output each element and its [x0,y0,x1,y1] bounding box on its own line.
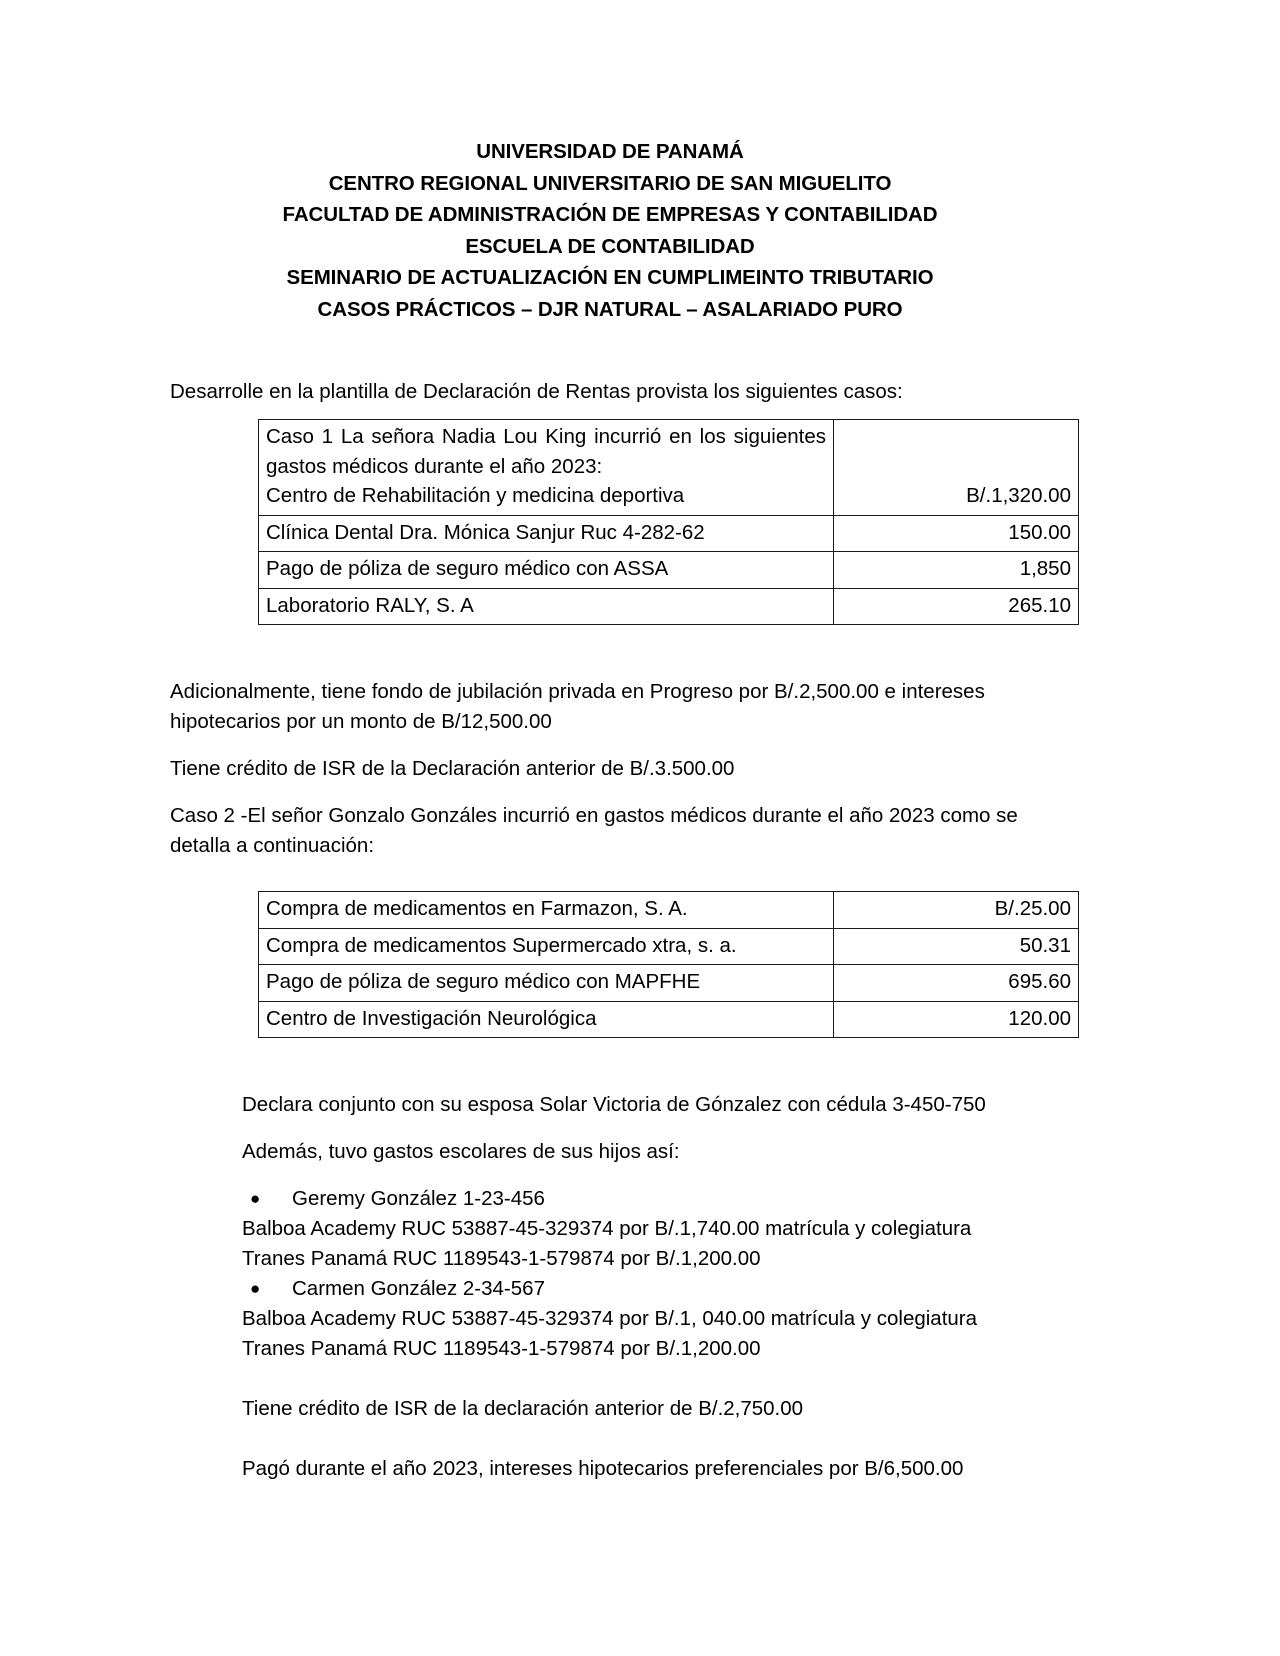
bullet-icon: ● [250,1189,261,1208]
spacer [170,625,1050,677]
case1-row0-label [259,420,834,516]
case2-school-intro-paragraph: Además, tuvo gastos escolares de sus hijos así: [242,1140,680,1163]
spacer [242,1424,1050,1454]
children-expense-list [242,1184,1050,1364]
spacer [170,861,1050,891]
case1-row0-amount: B/.1,320.00 [834,420,1079,516]
case2-details-block [242,1090,1050,1484]
spacer [242,1364,1050,1394]
child-0-detail-1: Tranes Panamá RUC 1189543-1-579874 por B/.1,200.00 [242,1247,761,1270]
case1-row3-label: Laboratorio RALY, S. A [259,588,834,625]
case2-row1-label: Compra de medicamentos Supermercado xtra, s. a. [259,928,834,965]
table-row [259,552,1079,589]
case2-row0-amount: B/.25.00 [834,892,1079,929]
table-row [259,588,1079,625]
case1-row2-amount: 1,850 [834,552,1079,589]
case2-isr-credit-paragraph: Tiene crédito de ISR de la declaración anterior de B/.2,750.00 [242,1397,804,1420]
case1-isr-credit-paragraph: Tiene crédito de ISR de la Declaración anterior de B/.3.500.00 [170,757,735,780]
case2-intro-paragraph: Caso 2 -El señor Gonzalo Gonzáles incurrió en gastos médicos durante el año 2023 como se detalla a continuación: [170,804,1018,857]
case2-row2-label: Pago de póliza de seguro médico con MAPFHE [259,965,834,1002]
header-line-school: ESCUELA DE CONTABILIDAD [465,234,755,258]
table-row [259,420,1079,516]
header-line-seminar: SEMINARIO DE ACTUALIZACIÓN EN CUMPLIMEINTO TRIBUTARIO [286,266,934,289]
case1-row0-label-text2: Centro de Rehabilitación y medicina deportiva [266,484,685,507]
bullet-icon: ● [250,1279,261,1298]
case2-row3-label: Centro de Investigación Neurológica [259,1001,834,1038]
list-item [242,1274,1050,1304]
child-0-detail-0: Balboa Academy RUC 53887-45-329374 por B/.1,740.00 matrícula y colegiatura [242,1217,972,1240]
header-line-subject: CASOS PRÁCTICOS – DJR NATURAL – ASALARIADO PURO [317,297,903,321]
case1-row1-label: Clínica Dental Dra. Mónica Sanjur Ruc 4-282-62 [259,515,834,552]
case2-mortgage-paragraph: Pagó durante el año 2023, intereses hipotecarios preferenciales por B/6,500.00 [242,1457,964,1480]
case2-expenses-table [258,891,1079,1038]
list-item [242,1184,1050,1214]
case2-row1-amount: 50.31 [834,928,1079,965]
child-1-name: Carmen González 2-34-567 [292,1277,545,1300]
case1-additional-paragraph: Adicionalmente, tiene fondo de jubilación privada en Progreso por B/.2,500.00 e intereses hipotecarios por un monto de B/12,500.00 [170,680,985,733]
case1-row0-label-text: Caso 1 La señora Nadia Lou King incurrió en los siguientes gastos médicos durante el año 2023: [266,425,826,478]
case1-row3-amount: 265.10 [834,588,1079,625]
table-row [259,928,1079,965]
case2-row0-label: Compra de medicamentos en Farmazon, S. A. [259,892,834,929]
table-row [259,892,1079,929]
case2-row2-amount: 695.60 [834,965,1079,1002]
spacer [170,737,1050,754]
header-line-faculty: FACULTAD DE ADMINISTRACIÓN DE EMPRESAS Y CONTABILIDAD [282,203,938,226]
intro-paragraph: Desarrolle en la plantilla de Declaración de Rentas provista los siguientes casos: [170,380,903,403]
table-row [259,1001,1079,1038]
document-content [170,136,1071,1484]
child-0-name: Geremy González 1-23-456 [292,1187,545,1210]
case2-spouse-paragraph: Declara conjunto con su esposa Solar Victoria de Gónzalez con cédula 3-450-750 [242,1093,986,1116]
spacer [170,1038,1050,1090]
case2-row3-amount: 120.00 [834,1001,1079,1038]
case1-row1-amount: 150.00 [834,515,1079,552]
child-1-detail-1: Tranes Panamá RUC 1189543-1-579874 por B/.1,200.00 [242,1337,761,1360]
case1-row2-label: Pago de póliza de seguro médico con ASSA [259,552,834,589]
child-1-detail-0: Balboa Academy RUC 53887-45-329374 por B/.1, 040.00 matrícula y colegiatura [242,1307,978,1330]
document-header [170,136,1050,325]
case1-expenses-table [258,419,1079,625]
spacer [170,784,1050,801]
spacer [170,407,1050,419]
header-line-regional-center: CENTRO REGIONAL UNIVERSITARIO DE SAN MIGUELITO [328,171,892,195]
table-row [259,515,1079,552]
spacer [242,1120,1050,1137]
spacer [242,1167,1050,1184]
table-row [259,965,1079,1002]
spacer [170,325,1050,377]
header-line-university: UNIVERSIDAD DE PANAMÁ [476,140,744,163]
